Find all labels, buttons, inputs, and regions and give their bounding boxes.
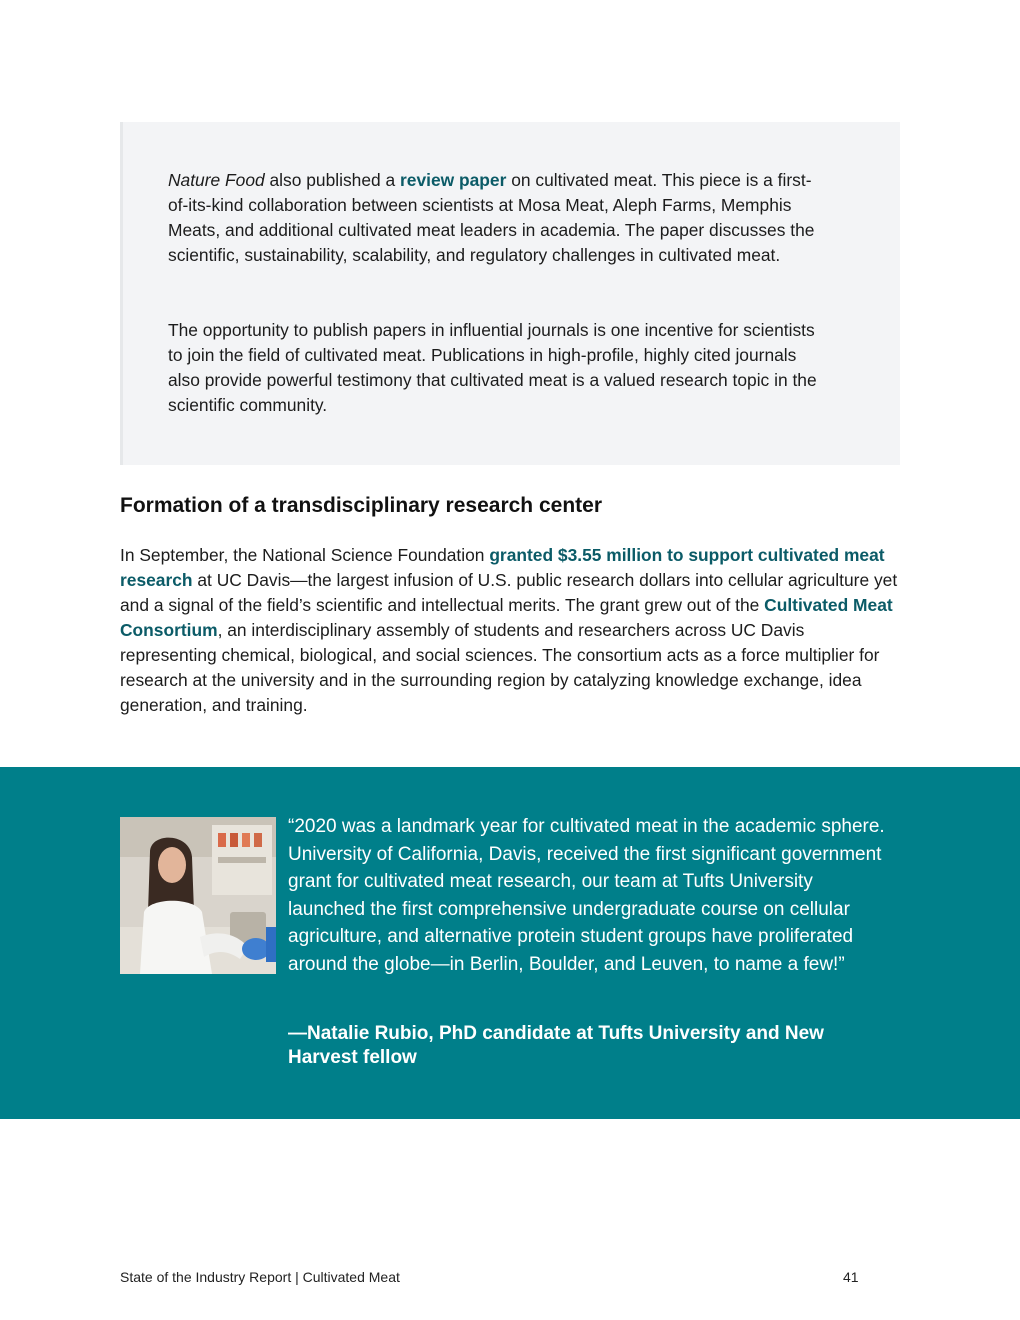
callout-paragraph-1 <box>168 168 828 268</box>
cultivated-meat-consortium-link[interactable]: Cultivated Meat Consortium <box>120 595 893 640</box>
quote-band <box>0 767 1020 1119</box>
body-text: In September, the National Science Foundation <box>120 545 490 565</box>
callout-text: also published a <box>264 170 401 190</box>
journal-name: Nature Food <box>168 170 265 190</box>
researcher-photo <box>120 817 276 974</box>
body-text: , an interdisciplinary assembly of students and researchers across UC Davis representing chemical, biological, and social sciences. The consortium acts as a force multiplier for research at the university and in the surrounding region by catalyzing knowledge exchange, idea generation, and training. <box>120 620 880 715</box>
section-body <box>120 543 902 718</box>
callout-box <box>120 122 900 465</box>
footer-page-number: 41 <box>843 1269 859 1285</box>
nsf-grant-link[interactable]: granted $3.55 million to support cultivated meat research <box>120 545 885 590</box>
body-text: at UC Davis—the largest infusion of U.S. public research dollars into cellular agriculture yet and a signal of the field’s scientific and intellectual merits. The grant grew out of the <box>120 570 898 615</box>
callout-paragraph-2: The opportunity to publish papers in influential journals is one incentive for scientists to join the field of cultivated meat. Publications in high-profile, highly cited journals also provide powerful testimony that cultivated meat is a valued research topic in the scientific community. <box>168 320 817 415</box>
section-heading: Formation of a transdisciplinary research center <box>120 494 602 517</box>
quote-attribution: —Natalie Rubio, PhD candidate at Tufts University and New Harvest fellow <box>288 1023 824 1068</box>
footer-report-title: State of the Industry Report | Cultivated Meat <box>120 1269 400 1285</box>
review-paper-link[interactable]: review paper <box>400 170 507 190</box>
callout-text: on cultivated meat. This piece is a first-of-its-kind collaboration between scientists at Mosa Meat, Aleph Farms, Memphis Meats, and additional cultivated meat leaders in academia. The paper discusses the scientific, sustainability, scalability, and regulatory challenges in cultivated meat. <box>168 170 815 265</box>
quote-text: “2020 was a landmark year for cultivated meat in the academic sphere. University of California, Davis, received the first significant government grant for cultivated meat research, our team at Tufts University launched the first comprehensive undergraduate course on cellular agriculture, and alternative protein student groups have proliferated around the globe—in Berlin, Boulder, and Leuven, to name a few!” <box>288 816 885 975</box>
